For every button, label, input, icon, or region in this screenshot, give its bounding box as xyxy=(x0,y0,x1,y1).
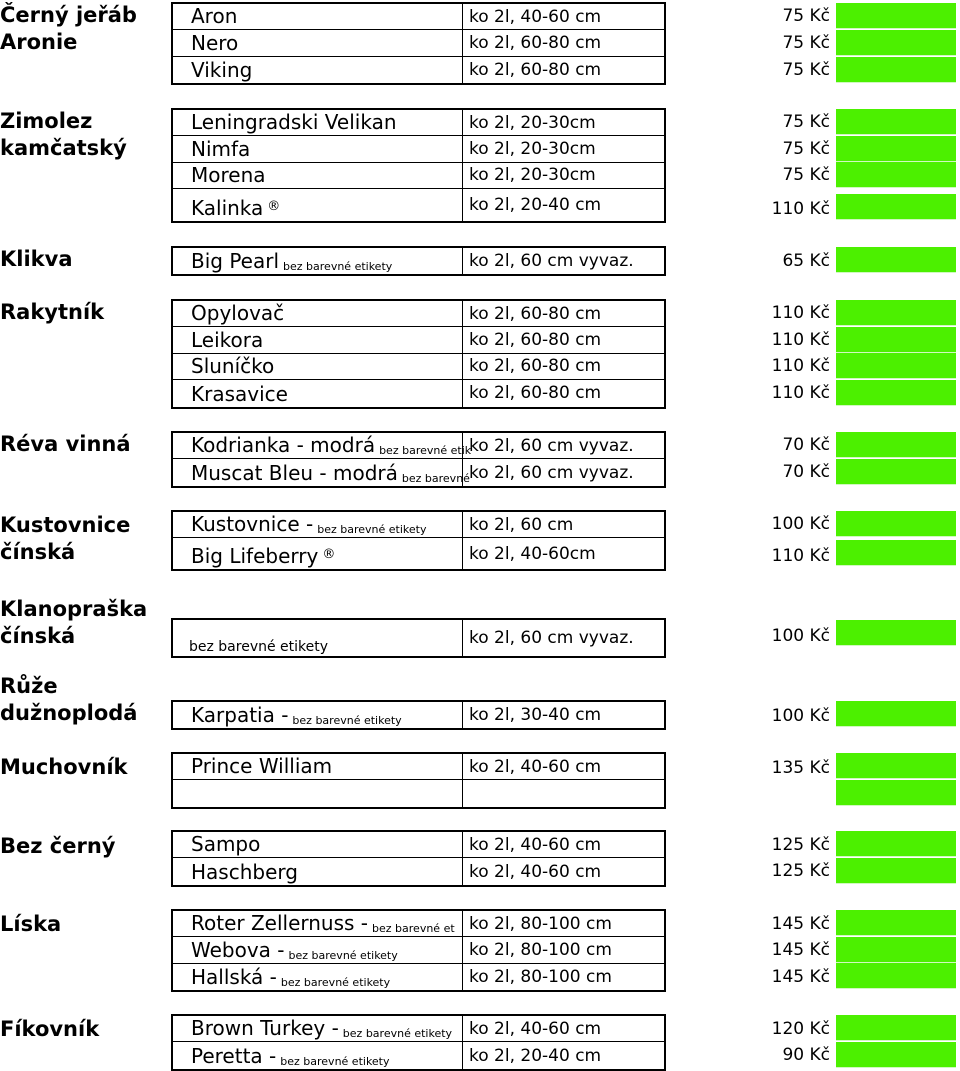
variety-table xyxy=(171,752,666,809)
table-row xyxy=(173,512,664,538)
pot-size: ko 2l, 20-30cm xyxy=(469,112,596,133)
variety-name: Leningradski Velikan xyxy=(191,110,397,135)
price: 110 Kč xyxy=(771,546,830,566)
order-quantity-field[interactable] xyxy=(836,300,956,326)
order-quantity-field[interactable] xyxy=(836,247,956,273)
order-quantity-field[interactable] xyxy=(836,858,956,884)
no-label-note: bez barevné etikety xyxy=(288,948,398,962)
variety-table xyxy=(171,246,666,276)
no-label-note: bez barevné etikety xyxy=(189,639,329,655)
pot-size: ko 2l, 60-80 cm xyxy=(469,330,602,351)
order-quantity-field[interactable] xyxy=(836,540,956,566)
pot-size: ko 2l, 80-100 cm xyxy=(469,966,612,987)
price: 90 Kč xyxy=(782,1045,830,1065)
table-row xyxy=(173,57,664,83)
price: 145 Kč xyxy=(771,967,830,987)
category-label: Růže dužnoplodá xyxy=(0,674,138,725)
variety-table xyxy=(171,108,666,223)
order-quantity-field[interactable] xyxy=(836,109,956,135)
variety-name: Sluníčko xyxy=(191,354,275,379)
variety-name: Karpatia - xyxy=(191,703,289,728)
variety-name: Viking xyxy=(191,58,253,83)
price: 75 Kč xyxy=(782,6,830,26)
order-quantity-field[interactable] xyxy=(836,701,956,727)
no-label-note: bez barevné etikety xyxy=(292,714,402,728)
table-row xyxy=(173,620,664,656)
category-label: Zimolez kamčatský xyxy=(0,109,127,160)
variety-table xyxy=(171,830,666,887)
order-quantity-field[interactable] xyxy=(836,432,956,458)
order-quantity-field[interactable] xyxy=(836,380,956,406)
price: 75 Kč xyxy=(782,60,830,80)
category-label: Klikva xyxy=(0,247,73,271)
price: 110 Kč xyxy=(771,303,830,323)
pot-size: ko 2l, 60 cm vyvaz. xyxy=(469,462,634,483)
table-row xyxy=(173,538,664,569)
no-label-note: bez barevné et xyxy=(372,922,455,936)
table-row xyxy=(173,937,664,963)
table-row xyxy=(173,163,664,189)
variety-name: Hallská - xyxy=(191,965,277,990)
table-row xyxy=(173,858,664,884)
pot-size: ko 2l, 80-100 cm xyxy=(469,913,612,934)
table-row xyxy=(173,433,664,459)
price: 70 Kč xyxy=(782,462,830,482)
pot-size: ko 2l, 60-80 cm xyxy=(469,303,602,324)
price: 75 Kč xyxy=(782,112,830,132)
price: 75 Kč xyxy=(782,33,830,53)
table-row xyxy=(173,327,664,353)
variety-name: Peretta - xyxy=(191,1043,277,1068)
pot-size: ko 2l, 40-60 cm xyxy=(469,756,602,777)
pot-size xyxy=(463,780,668,806)
table-row xyxy=(173,380,664,406)
category-label: Muchovník xyxy=(0,755,128,779)
price: 110 Kč xyxy=(771,199,830,219)
order-quantity-field[interactable] xyxy=(836,511,956,537)
order-quantity-field[interactable] xyxy=(836,937,956,963)
order-quantity-field[interactable] xyxy=(836,3,956,29)
variety-name: Opylovač xyxy=(191,301,285,326)
table-row xyxy=(173,189,664,221)
variety-name: Nimfa xyxy=(191,136,251,161)
price: 100 Kč xyxy=(771,706,830,726)
table-row xyxy=(173,1016,664,1042)
order-quantity-field[interactable] xyxy=(836,963,956,989)
variety-name: Leikora xyxy=(191,327,264,352)
price: 65 Kč xyxy=(782,251,830,271)
category-label: Fíkovník xyxy=(0,1017,100,1041)
variety-table xyxy=(171,431,666,488)
order-quantity-field[interactable] xyxy=(836,162,956,188)
variety-name: Brown Turkey - xyxy=(191,1016,339,1041)
category-label: Líska xyxy=(0,912,62,936)
variety-table xyxy=(171,909,666,992)
order-quantity-field[interactable] xyxy=(836,831,956,857)
category-label: Bez černý xyxy=(0,834,116,858)
table-row xyxy=(173,702,664,728)
variety-name: Kustovnice - xyxy=(191,512,314,537)
pot-size: ko 2l, 40-60 cm xyxy=(469,1018,602,1039)
order-quantity-field[interactable] xyxy=(836,1015,956,1041)
registered-mark: ® xyxy=(322,547,336,563)
order-quantity-field[interactable] xyxy=(836,57,956,83)
variety-name: Haschberg xyxy=(191,859,298,884)
variety-name: Aron xyxy=(191,4,238,29)
variety-name: Krasavice xyxy=(191,381,288,406)
variety-name: Nero xyxy=(191,30,239,55)
pot-size: ko 2l, 20-40 cm xyxy=(469,195,602,216)
pot-size: ko 2l, 60-80 cm xyxy=(469,33,602,54)
pot-size: ko 2l, 40-60 cm xyxy=(469,6,602,27)
order-quantity-field[interactable] xyxy=(836,620,956,646)
table-row xyxy=(173,30,664,56)
registered-mark: ® xyxy=(267,199,281,215)
table-row xyxy=(173,110,664,136)
order-quantity-field[interactable] xyxy=(836,459,956,485)
pot-size: ko 2l, 60-80 cm xyxy=(469,356,602,377)
table-row xyxy=(173,354,664,380)
no-label-note: bez barevné etik xyxy=(379,444,472,458)
price: 70 Kč xyxy=(782,435,830,455)
no-label-note: bez barevné etikety xyxy=(280,976,391,990)
table-row xyxy=(173,459,664,485)
price: 75 Kč xyxy=(782,139,830,159)
category-label: Klanopraška čínská xyxy=(0,597,148,648)
variety-table xyxy=(171,1014,666,1071)
pot-size: ko 2l, 40-60cm xyxy=(469,543,596,564)
variety-name: Roter Zellernuss - xyxy=(191,911,369,936)
table-row xyxy=(173,136,664,162)
price: 100 Kč xyxy=(771,626,830,646)
no-label-note: bez barevné etikety xyxy=(280,1054,390,1068)
price: 75 Kč xyxy=(782,165,830,185)
pot-size: ko 2l, 60 cm xyxy=(469,514,574,535)
category-label: Kustovnice čínská xyxy=(0,513,131,564)
pot-size: ko 2l, 20-40 cm xyxy=(469,1045,602,1066)
price: 100 Kč xyxy=(771,514,830,534)
price: 110 Kč xyxy=(771,356,830,376)
order-quantity-field[interactable] xyxy=(836,194,956,220)
variety-name: Sampo xyxy=(191,832,261,857)
pot-size: ko 2l, 80-100 cm xyxy=(469,940,612,961)
no-label-note: bez barevné etikety xyxy=(317,523,427,537)
price: 125 Kč xyxy=(771,835,830,855)
variety-table xyxy=(171,299,666,409)
variety-name: Big Pearl xyxy=(191,249,280,274)
order-quantity-field[interactable] xyxy=(836,353,956,379)
table-row xyxy=(173,964,664,990)
category-label: Réva vinná xyxy=(0,432,131,456)
variety-table xyxy=(171,2,666,85)
order-quantity-field[interactable] xyxy=(836,753,956,779)
no-label-note: bez barevné etikety xyxy=(342,1027,453,1041)
pot-size: ko 2l, 20-30cm xyxy=(469,139,596,160)
table-row xyxy=(173,911,664,937)
pot-size: ko 2l, 60 cm vyvaz. xyxy=(469,251,634,272)
pot-size: ko 2l, 60 cm vyvaz. xyxy=(469,435,634,456)
order-quantity-field[interactable] xyxy=(836,327,956,353)
table-row xyxy=(173,832,664,858)
pot-size: ko 2l, 40-60 cm xyxy=(469,861,602,882)
variety-name: Kodrianka - modrá xyxy=(191,433,376,458)
price: 120 Kč xyxy=(771,1019,830,1039)
variety-name: Muscat Bleu - modrá xyxy=(191,460,398,485)
order-quantity-field[interactable] xyxy=(836,1042,956,1068)
table-row xyxy=(173,1042,664,1068)
table-row xyxy=(173,754,664,780)
table-row xyxy=(173,248,664,274)
variety-name: Webova - xyxy=(191,937,285,962)
variety-name: Kalinka xyxy=(191,196,264,221)
order-quantity-field[interactable] xyxy=(836,136,956,162)
price: 145 Kč xyxy=(771,914,830,934)
variety-table xyxy=(171,510,666,571)
no-label-note: bez barevné etikety xyxy=(283,260,393,274)
price: 110 Kč xyxy=(771,383,830,403)
variety-table xyxy=(171,700,666,730)
price: 110 Kč xyxy=(771,330,830,350)
pot-size: ko 2l, 30-40 cm xyxy=(469,705,602,726)
no-label-note: bez barevné xyxy=(401,471,470,485)
pot-size: ko 2l, 60-80 cm xyxy=(469,59,602,80)
table-row xyxy=(173,301,664,327)
variety-table xyxy=(171,618,666,658)
table-row xyxy=(173,4,664,30)
pot-size: ko 2l, 40-60 cm xyxy=(469,834,602,855)
order-quantity-field[interactable] xyxy=(836,910,956,936)
pot-size: ko 2l, 20-30cm xyxy=(469,165,596,186)
pot-size: ko 2l, 60-80 cm xyxy=(469,383,602,404)
price: 135 Kč xyxy=(771,758,830,778)
category-label: Černý jeřáb Aronie xyxy=(0,3,137,54)
variety-name: Morena xyxy=(191,163,266,188)
price: 145 Kč xyxy=(771,940,830,960)
category-label: Rakytník xyxy=(0,300,105,324)
table-row xyxy=(173,780,664,806)
pot-size: ko 2l, 60 cm vyvaz. xyxy=(469,628,634,648)
order-quantity-field[interactable] xyxy=(836,780,956,806)
price: 125 Kč xyxy=(771,861,830,881)
order-quantity-field[interactable] xyxy=(836,30,956,56)
variety-name: Prince William xyxy=(191,754,333,779)
variety-name: Big Lifeberry xyxy=(191,544,319,569)
